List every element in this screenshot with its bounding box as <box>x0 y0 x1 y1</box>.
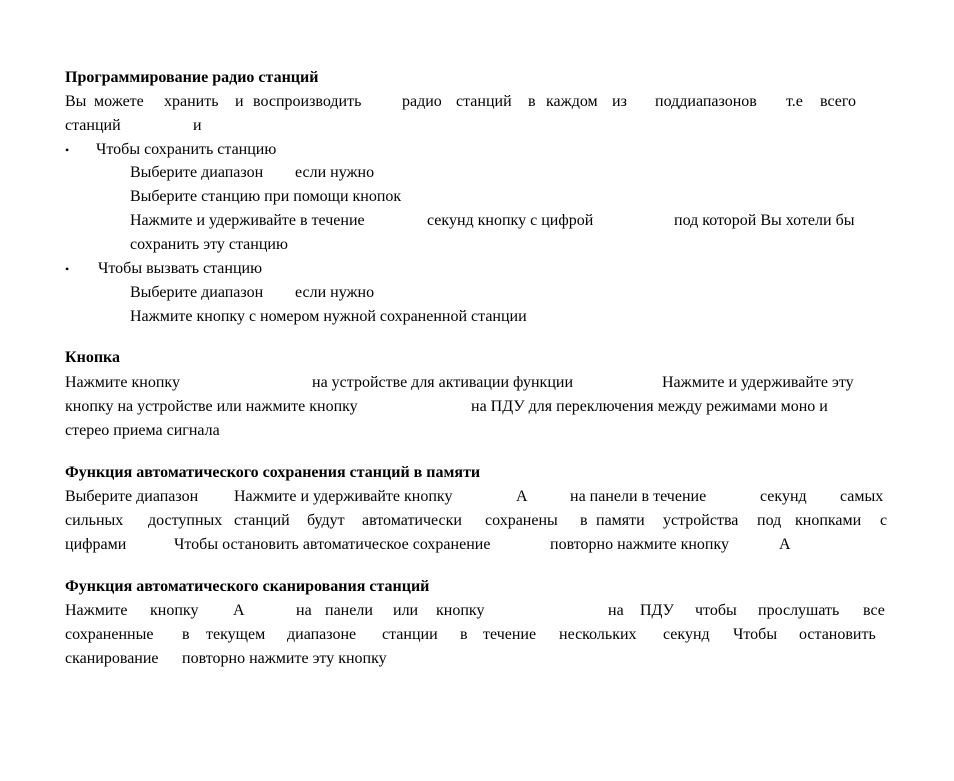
text-segment: Нажмите и удерживайте эту <box>662 374 854 391</box>
text-segment: A <box>779 536 791 553</box>
word: остановить <box>799 626 876 643</box>
word: станции <box>382 626 438 643</box>
button-line-3: стерео приема сигнала <box>65 422 220 439</box>
word: и <box>193 117 202 134</box>
text-segment: повторно нажмите эту кнопку <box>182 650 387 667</box>
word: в <box>182 626 190 643</box>
word: воспроизводить <box>253 93 362 110</box>
word: все <box>863 602 885 619</box>
word: панели <box>325 602 373 619</box>
word: хранить <box>164 93 219 110</box>
text-segment: если нужно <box>295 284 375 301</box>
text-segment: Выберите диапазон <box>65 488 199 505</box>
word: в <box>460 626 468 643</box>
section-title-programming: Программирование радио станций <box>65 69 319 86</box>
section-title-auto-store: Функция автоматического сохранения станций в памяти <box>65 464 481 481</box>
recall-step-2: Нажмите кнопку с номером нужной сохраненной станции <box>130 308 527 325</box>
word: или <box>393 602 419 619</box>
text-segment: если нужно <box>295 164 375 181</box>
word: A <box>233 602 245 619</box>
recall-station-heading: Чтобы вызвать станцию <box>98 260 263 277</box>
word: Вы <box>65 93 87 110</box>
word: в <box>528 93 536 110</box>
word: кнопку <box>436 602 485 619</box>
word: текущем <box>206 626 266 643</box>
word: на <box>296 602 312 619</box>
text-segment: Нажмите кнопку <box>65 374 180 391</box>
text-segment: Выберите диапазон <box>130 284 264 301</box>
save-step-2: Выберите станцию при помощи кнопок <box>130 188 402 205</box>
word: будут <box>307 512 345 529</box>
word: памяти <box>596 512 645 529</box>
word: с <box>880 512 888 529</box>
word: Чтобы <box>733 626 778 643</box>
text-segment: Нажмите и удерживайте кнопку <box>234 488 453 505</box>
word: сохранены <box>485 512 558 529</box>
word: автоматически <box>362 512 462 529</box>
bullet-icon: • <box>65 262 70 276</box>
word: диапазоне <box>287 626 357 643</box>
text-segment: самых <box>840 488 884 505</box>
text-segment: повторно нажмите кнопку <box>550 536 730 553</box>
word: радио <box>402 93 442 110</box>
text-segment: секунд <box>760 488 807 505</box>
word: ПДУ <box>640 602 674 619</box>
text-segment: под которой Вы хотели бы <box>674 212 855 229</box>
text-segment: на устройстве для активации функции <box>312 374 573 391</box>
word: станций <box>234 512 290 529</box>
word: течение <box>483 626 537 643</box>
word: станций <box>456 93 512 110</box>
text-segment: A <box>516 488 528 505</box>
word: нескольких <box>559 626 637 643</box>
text-segment: кнопку на устройстве или нажмите кнопку <box>65 398 358 415</box>
word: каждом <box>546 93 598 110</box>
word: Нажмите <box>65 602 128 619</box>
text-segment: на панели в течение <box>570 488 707 505</box>
section-title-auto-scan: Функция автоматического сканирования станций <box>65 578 430 595</box>
word: можете <box>94 93 144 110</box>
word: устройства <box>663 512 739 529</box>
section-title-button: Кнопка <box>65 349 121 366</box>
save-step-3-continued: сохранить эту станцию <box>130 236 288 253</box>
text-segment: секунд кнопку с цифрой <box>427 212 594 229</box>
word: т.е <box>786 93 803 110</box>
text-segment: Чтобы остановить автоматическое сохранение <box>174 536 491 553</box>
text-segment: Нажмите и удерживайте в течение <box>130 212 365 229</box>
word: и <box>235 93 244 110</box>
word: чтобы <box>695 602 737 619</box>
word: всего <box>820 93 857 110</box>
word: на <box>608 602 624 619</box>
text-segment: на ПДУ для переключения между режимами моно и <box>471 398 828 415</box>
text-segment: сканирование <box>65 650 159 667</box>
word: кнопками <box>795 512 862 529</box>
word: сохраненные <box>65 626 154 643</box>
word: в <box>580 512 588 529</box>
bullet-icon: • <box>65 143 70 157</box>
word: под <box>757 512 782 529</box>
word: доступных <box>148 512 223 529</box>
word: прослушать <box>758 602 840 619</box>
word: секунд <box>663 626 710 643</box>
word: сильных <box>65 512 124 529</box>
text-segment: Выберите диапазон <box>130 164 264 181</box>
word: кнопку <box>150 602 199 619</box>
word: станций <box>65 117 121 134</box>
word: из <box>612 93 627 110</box>
save-station-heading: Чтобы сохранить станцию <box>96 141 277 158</box>
word: поддиапазонов <box>655 93 757 110</box>
text-segment: цифрами <box>65 536 127 553</box>
